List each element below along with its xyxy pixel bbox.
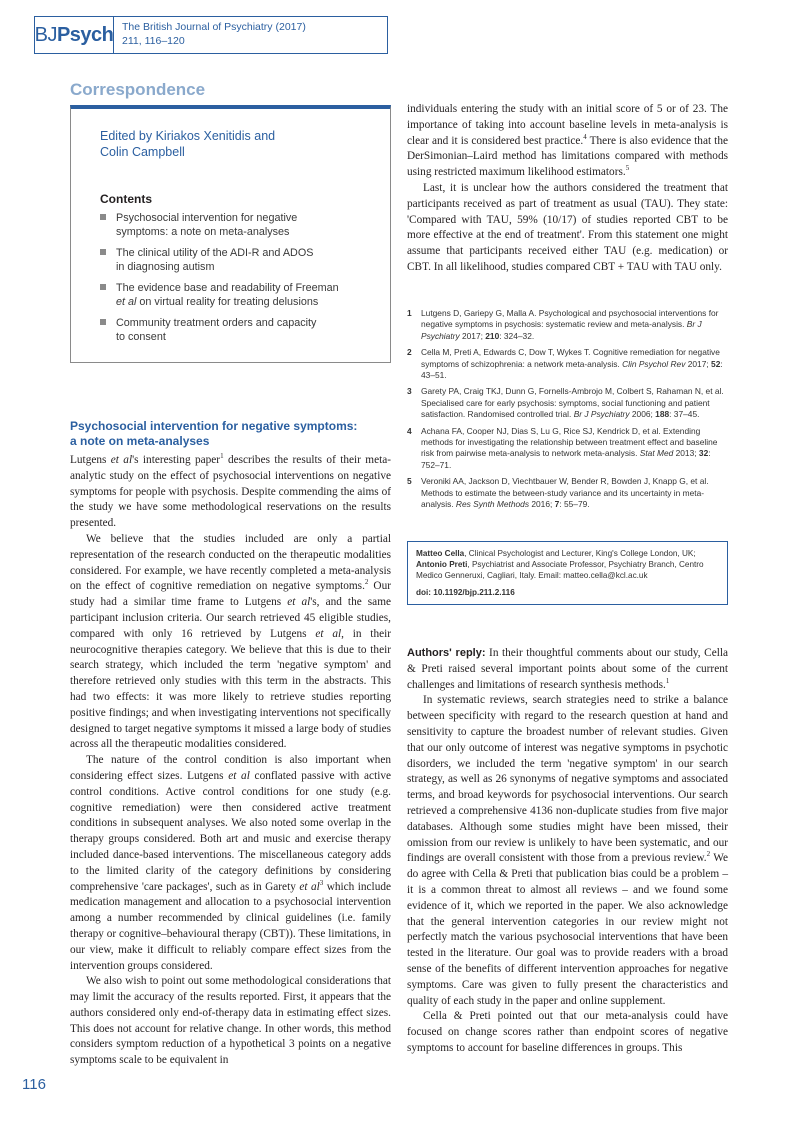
reference-item: 1 Lutgens D, Gariepy G, Malla A. Psychological and psychosocial interventions for negative symptoms in psychosis: systematic review and meta-analysis. Br J Psychiatry 2017; 210: 324–32. <box>407 308 719 341</box>
reference-item: 2 Cella M, Preti A, Edwards C, Dow T, Wykes T. Cognitive remediation for negative symptoms of schizophrenia: a network meta-analysis. Clin Psychol Rev 2017; 52: 43–51. <box>407 347 723 381</box>
paragraph: We also wish to point out some methodological considerations that may limit the accuracy of the results reported. First, it appears that the authors considered only end-of-therapy data in estimating effect sizes. This does not account for relative change. In other words, this method considers symptom reduction of a hypothetical 3 points on a negative symptoms scale to be equivalent in <box>70 975 391 1067</box>
author-name: Antonio Preti <box>416 560 468 569</box>
editors: Edited by Kiriakos Xenitidis and Colin Campbell <box>100 129 276 159</box>
section-heading: Correspondence <box>70 80 206 99</box>
article-title: Psychosocial intervention for negative symptoms: a note on meta-analyses <box>70 419 358 448</box>
author-name: Matteo Cella <box>416 549 465 558</box>
reference-item: 4 Achana FA, Cooper NJ, Dias S, Lu G, Rice SJ, Kendrick D, et al. Extending methods for investigating the relationship between treatment effect and baseline risk from pairwise meta-analysis to network meta-analysis. Stat Med 2013; 32: 752–71. <box>407 425 718 470</box>
paragraph: individuals entering the study with an initial score of 5 or of 23. The importance of taking into account baseline levels in meta-analysis is clear and it is considered best practice.$^4$ There is also evidence that the DerSimonian–Laird method has limitations compared with methods using restricted maximum likelihood estimators.$^5$ <box>407 103 728 179</box>
reference-item: 3 Garety PA, Craig TKJ, Dunn G, Fornells-Ambrojo M, Colbert S, Rahaman N, et al. Specialised care for early psychosis: symptoms, social functioning and patient satisfaction. Randomised controlled trial. Br J Psychiatry 2006; 188: 37–45. <box>407 386 724 420</box>
paragraph: Last, it is unclear how the authors considered the treatment that participants received as part of treatment as usual (TAU). They state: 'Compared with TAU, 59% (10/17) of studies reported CBT to be more effective at the end of treatment'. From this statement one might assume that participants received either TAU (e.g. medication) or CBT. In all likelihood, studies compared CBT + TAU with TAU only. <box>407 181 728 273</box>
journal-volume: 211, 116–120 <box>122 35 185 47</box>
square-bullet-icon <box>100 319 106 325</box>
paragraph: We believe that the studies included are only a partial representation of the research conducted on the therapeutic modalities considered. For example, we have recently completed a meta-analysis on the effect of cognitive remediation on negative symptoms.$^2$ Our study had a similar time frame to Lutgens et al's, and the same participant inclusion criteria. Our search retrieved 45 eligible studies, compared with only 16 retrieved by Lutgens et al, in their neurocognitive therapies category. We believe that this is due to their search strategy, which included the term 'negative symptom' and therefore retrieved only studies with this term in the abstracts. This had two effects: it was more likely to retrieve studies reporting positive findings; and when investigating interventions not specifically designed to target negative symptoms it missed a large body of studies across all the therapeutic modalities considered. <box>70 532 392 751</box>
square-bullet-icon <box>100 249 106 255</box>
journal-citation <box>114 17 306 53</box>
journal-masthead <box>34 16 388 54</box>
page-number: 116 <box>22 1076 46 1093</box>
reference-list <box>407 308 728 516</box>
contents-item[interactable]: Community treatment orders and capacity to consent <box>100 316 370 344</box>
authors-reply-body <box>407 646 728 1057</box>
reply-lead: Authors' reply: <box>407 647 486 659</box>
paragraph: In systematic reviews, search strategies need to strike a balance between specificity with regard to the research question at hand and sensitivity to capture the broadest number of relevant studies. Given that our only outcome of interest was negative symptoms in psychotic disorders, we included the term 'negative symptom' in our search strategy, as well as 26 synonyms of negative symptoms and associated terms, and broad keywords for psychosocial interventions. Our search retrieved a comprehensive 4136 non-duplicate studies from five major databases. Although some studies might have been missed, their omission from our review is unlikely to have been systematic, and our findings are overall consistent with those from a previous review.$^2$ We do agree with Cella & Preti that publication bias could be a problem – it is a common threat to almost all reviews – and we found some evidence of it, which we reported in the paper. We also acknowledge that the general intervention categories in our review might not perfectly match the various psychosocial interventions that have been tested in the literature. Our goal was to provide readers with a broad sense of the benefits of different intervention approaches for negative symptoms. Care was given to fully present the characteristics and quality of each study in the paper and online supplement. <box>407 694 728 1007</box>
left-column-body <box>70 453 391 1069</box>
contents-item[interactable]: Psychosocial intervention for negative symptoms: a note on meta-analyses <box>100 211 370 239</box>
square-bullet-icon <box>100 214 106 220</box>
reference-item: 5 Veroniki AA, Jackson D, Viechtbauer W, Bender R, Bowden J, Knapp G, et al. Methods to estimate the between-study variance and its uncertainty in meta-analysis. Res Synth Methods 2016; 7: 55–79. <box>407 476 709 510</box>
doi-link[interactable]: doi: 10.1192/bjp.211.2.116 <box>416 588 515 597</box>
journal-year: (2017) <box>275 21 306 33</box>
contents-item[interactable]: The evidence base and readability of Freeman et al on virtual reality for treating delusions <box>100 281 370 309</box>
contents-item[interactable]: The clinical utility of the ADI-R and ADOS in diagnosing autism <box>100 246 370 274</box>
journal-logo: BJ Psych <box>35 17 114 53</box>
paragraph: Lutgens et al's interesting paper$^1$ describes the results of their meta-analytic study on the effect of psychosocial interventions on negative symptoms for people with psychosis. Despite commending the aims of the study we have some methodological reservations on the results presented. <box>70 452 391 530</box>
contents-list <box>100 211 370 351</box>
journal-name: The British Journal of Psychiatry <box>122 21 273 33</box>
contents-title: Contents <box>100 192 152 206</box>
paragraph: Authors' reply: In their thoughtful comments about our study, Cella & Preti raised several important points about some of the current challenges and limitations of research synthesis methods.$^1$ <box>407 647 729 691</box>
paragraph: The nature of the control condition is also important when considering effect sizes. Lutgens et al conflated passive with active control conditions. Active control conditions for one study (e.g. cognitive remediation) were then considered active treatment conditions in subsequent analyses. We also noted some overlap in the therapy groups considered. Both art and music and exercise therapy included dance-based interventions. The miscellaneous category adds to the limited clarity of the category definitions by considering comprehensive 'care packages', such as in Garety et $al^3$ which include medication management and allocation to a psychosocial intervention among a number recommended by clinical guidelines (i.e. family therapy or cognitive–behavioural therapy (CBT)). These limitations, in our view, make it difficult to reliably compare effect sizes from the intervention groups considered. <box>70 754 392 972</box>
author-affiliation-box: Matteo Cella, Clinical Psychologist and Lecturer, King's College London, UK; Antonio Preti, Psychiatrist and Associate Professor, Psychiatry Branch, Centro Medico Genneruxi, Cagliari, Italy. Email: matteo.cella@kcl.ac.uk doi: 10.1192/bjp.211.2.116 <box>407 541 728 605</box>
square-bullet-icon <box>100 284 106 290</box>
right-column-body <box>407 102 728 276</box>
contents-box <box>70 105 391 363</box>
paragraph: Cella & Preti pointed out that our meta-analysis could have focused on change scores rather than endpoint scores of negative symptoms to account for baseline differences in groups. This <box>407 1010 728 1054</box>
